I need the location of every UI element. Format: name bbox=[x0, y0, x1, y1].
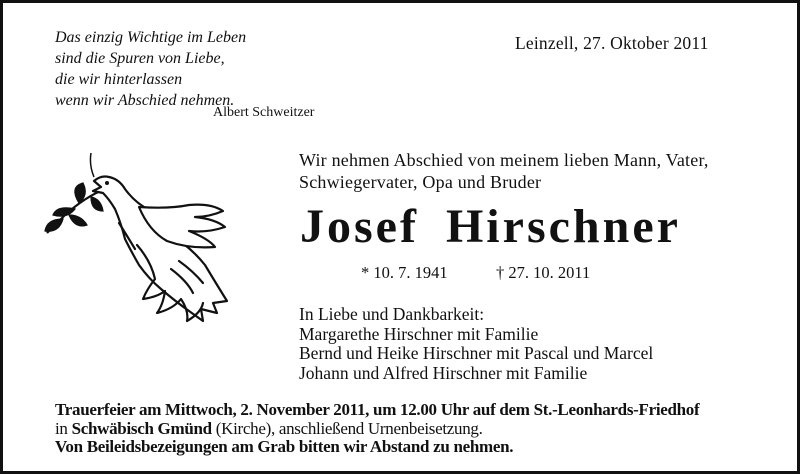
mourner-line: Johann und Alfred Hirschner mit Familie bbox=[299, 362, 588, 383]
funeral-place: Schwäbisch Gmünd bbox=[71, 418, 212, 438]
death-date: † 27. 10. 2011 bbox=[496, 263, 591, 282]
deceased-name: Josef Hirschner bbox=[300, 200, 681, 253]
birth-date: * 10. 7. 1941 bbox=[361, 263, 448, 282]
mourner-line: Margarethe Hirschner mit Familie bbox=[299, 323, 539, 344]
funeral-info-line bbox=[55, 420, 795, 439]
funeral-info-rest: (Kirche), anschließend Urnenbeisetzung. bbox=[215, 418, 483, 438]
mourners-list bbox=[299, 305, 653, 383]
quote-author: Albert Schweitzer bbox=[213, 105, 315, 120]
mourner-line: Bernd und Heike Hirschner mit Pascal und Marcel bbox=[299, 343, 654, 363]
dove-eye-icon bbox=[105, 181, 109, 185]
place-date: Leinzell, 27. Oktober 2011 bbox=[515, 33, 709, 53]
dove-with-olive-branch-icon bbox=[39, 153, 239, 333]
mourners-heading: In Liebe und Dankbarkeit: bbox=[299, 304, 485, 324]
funeral-info-line: Trauerfeier am Mittwoch, 2. November 2011, um 12.00 Uhr auf dem St.-Leonhards-Friedhof bbox=[55, 400, 700, 419]
funeral-info-line: Von Beileidsbezeigungen am Grab bitten wir Abstand zu nehmen. bbox=[55, 437, 514, 456]
funeral-info bbox=[55, 401, 795, 457]
funeral-info-prefix: in bbox=[55, 418, 68, 438]
intro-text: Wir nehmen Abschied von meinem lieben Mann, Vater, Schwiegervater, Opa und Bruder bbox=[299, 150, 709, 192]
quote-text: Das einzig Wichtige im Leben sind die Spuren von Liebe, die wir hinterlassen wenn wir Abschied nehmen. bbox=[55, 29, 247, 109]
